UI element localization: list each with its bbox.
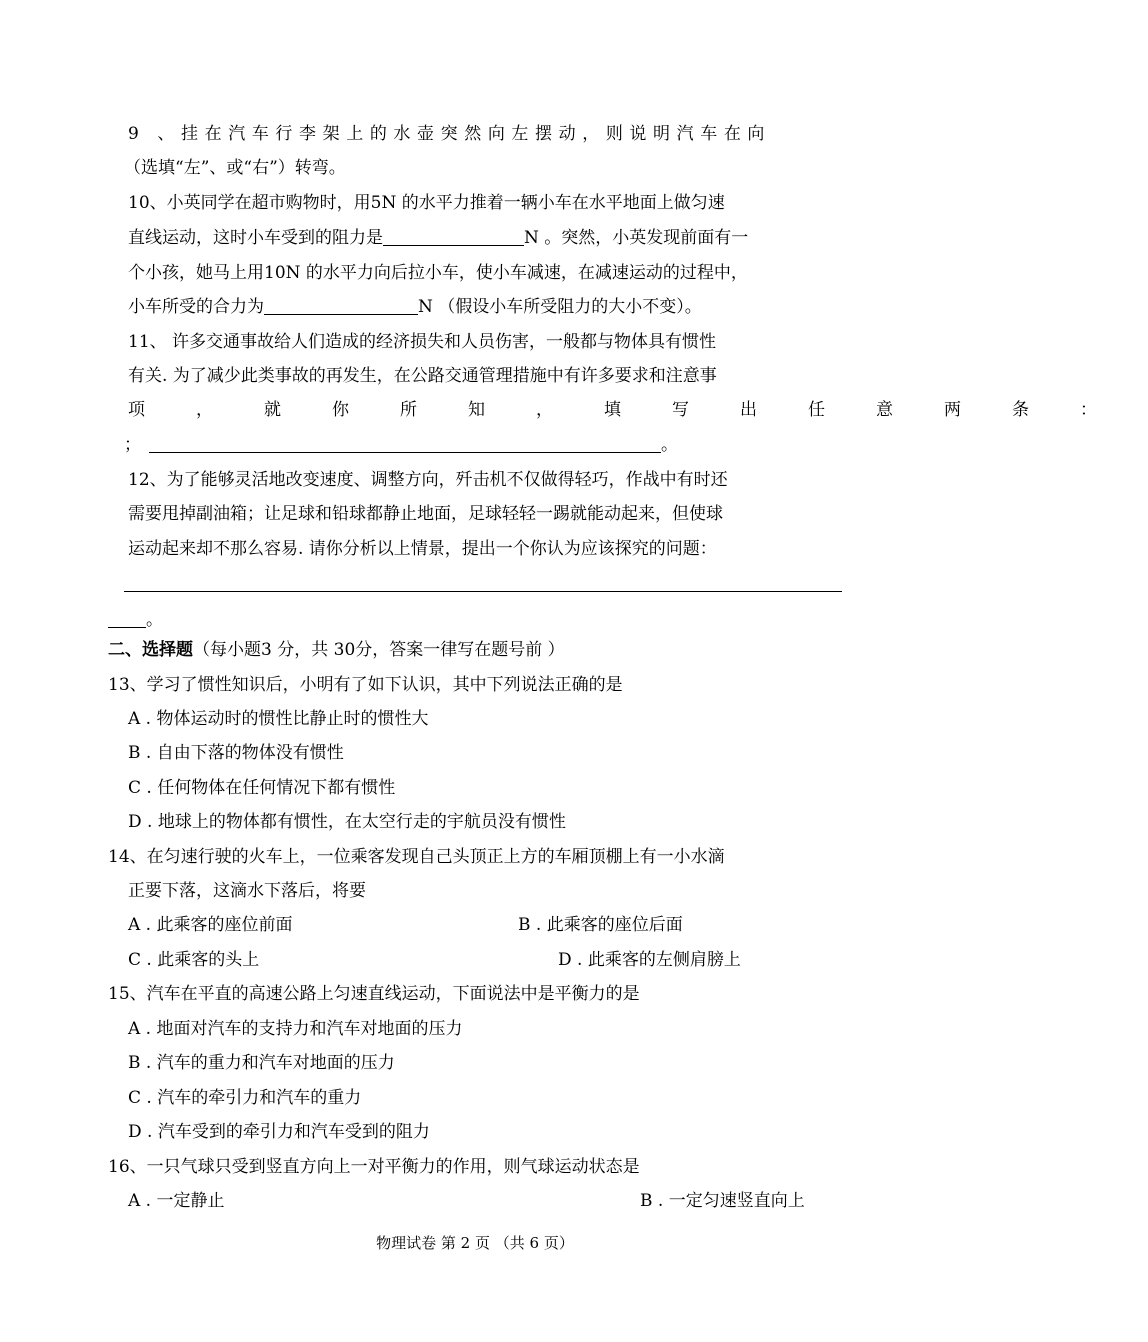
q12-line5-end: 。 (146, 610, 163, 630)
q14-option-d[interactable]: D . 此乘客的左侧肩膀上 (558, 950, 741, 970)
q14-option-b[interactable]: B . 此乘客的座位后面 (518, 915, 683, 935)
q13-option-c[interactable]: C . 任何物体在任何情况下都有惯性 (128, 778, 396, 798)
q15-option-d[interactable]: D . 汽车受到的牵引力和汽车受到的阻力 (128, 1122, 430, 1142)
q12-line1: 12、为了能够灵活地改变速度、调整方向，歼击机不仅做得轻巧，作战中有时还 (128, 470, 728, 490)
q11-line4-sep: ； (124, 435, 141, 455)
q12-answer-blank-line2[interactable] (108, 611, 146, 628)
q9-line2: （选填“左”、或“右”）转弯。 (124, 158, 346, 178)
q10-line4 (128, 297, 702, 317)
q10-blank-resistance[interactable] (383, 229, 524, 246)
q11-blank-measures[interactable] (149, 436, 661, 453)
q14-stem-line2: 正要下落，这滴水下落后，将要 (128, 881, 366, 901)
q15-stem: 15、汽车在平直的高速公路上匀速直线运动，下面说法中是平衡力的是 (108, 984, 640, 1004)
q16-stem: 16、一只气球只受到竖直方向上一对平衡力的作用，则气球运动状态是 (108, 1157, 640, 1177)
q15-option-c[interactable]: C . 汽车的牵引力和汽车的重力 (128, 1088, 362, 1108)
section2-note: （每小题3 分，共 30分，答案一律写在题号前 ） (193, 640, 565, 660)
q12-line3: 运动起来却不那么容易. 请你分析以上情景，提出一个你认为应该探究的问题： (128, 539, 717, 559)
q11-line1: 11、 许多交通事故给人们造成的经济损失和人员伤害，一般都与物体具有惯性 (128, 332, 717, 352)
q10-blank-net-force[interactable] (264, 298, 418, 315)
q10-line4-text: 小车所受的合力为 (128, 297, 264, 317)
q13-option-d[interactable]: D . 地球上的物体都有惯性，在太空行走的宇航员没有惯性 (128, 812, 566, 832)
q15-option-a[interactable]: A . 地面对汽车的支持力和汽车对地面的压力 (128, 1019, 463, 1039)
q11-line3: 项，就你所知，填写出任意两条： (128, 400, 1148, 420)
q16-option-a[interactable]: A . 一定静止 (128, 1191, 225, 1211)
q12-answer-blank-line1[interactable] (124, 591, 842, 592)
q15-option-b[interactable]: B . 汽车的重力和汽车对地面的压力 (128, 1053, 395, 1073)
q14-option-c[interactable]: C . 此乘客的头上 (128, 950, 260, 970)
section2-title: 二、选择题 (108, 640, 193, 660)
q10-line2-text-b: N 。突然，小英发现前面有一 (524, 228, 749, 248)
q10-line1: 10、小英同学在超市购物时，用5N 的水平力推着一辆小车在水平地面上做匀速 (128, 193, 725, 213)
section2-header (108, 640, 565, 660)
q13-option-a[interactable]: A . 物体运动时的惯性比静止时的惯性大 (128, 709, 429, 729)
q10-line2-text: 直线运动，这时小车受到的阻力是 (128, 228, 383, 248)
q10-line4-text-b: N （假设小车所受阻力的大小不变）。 (418, 297, 702, 317)
q11-line4 (124, 435, 678, 455)
q13-stem: 13、学习了惯性知识后，小明有了如下认识，其中下列说法正确的是 (108, 675, 623, 695)
q14-stem-line1: 14、在匀速行驶的火车上，一位乘客发现自己头顶正上方的车厢顶棚上有一小水滴 (108, 847, 725, 867)
page-footer: 物理试卷 第 2 页 （共 6 页） (376, 1234, 574, 1252)
q12-line5 (108, 610, 163, 630)
q10-line3: 个小孩，她马上用10N 的水平力向后拉小车，使小车减速，在减速运动的过程中， (128, 263, 748, 283)
q14-option-a[interactable]: A . 此乘客的座位前面 (128, 915, 293, 935)
q11-line2: 有关. 为了减少此类事故的再发生，在公路交通管理措施中有许多要求和注意事 (128, 366, 717, 386)
q13-option-b[interactable]: B . 自由下落的物体没有惯性 (128, 743, 344, 763)
q10-line2 (128, 228, 748, 248)
q9-line1: 9 、挂在汽车行李架上的水壶突然向左摆动，则说明汽车在向 (128, 124, 772, 144)
q12-line2: 需要甩掉副油箱；让足球和铅球都静止地面，足球轻轻一踢就能动起来，但使球 (128, 504, 723, 524)
q11-line4-end: 。 (661, 435, 678, 455)
q16-option-b[interactable]: B . 一定匀速竖直向上 (640, 1191, 805, 1211)
